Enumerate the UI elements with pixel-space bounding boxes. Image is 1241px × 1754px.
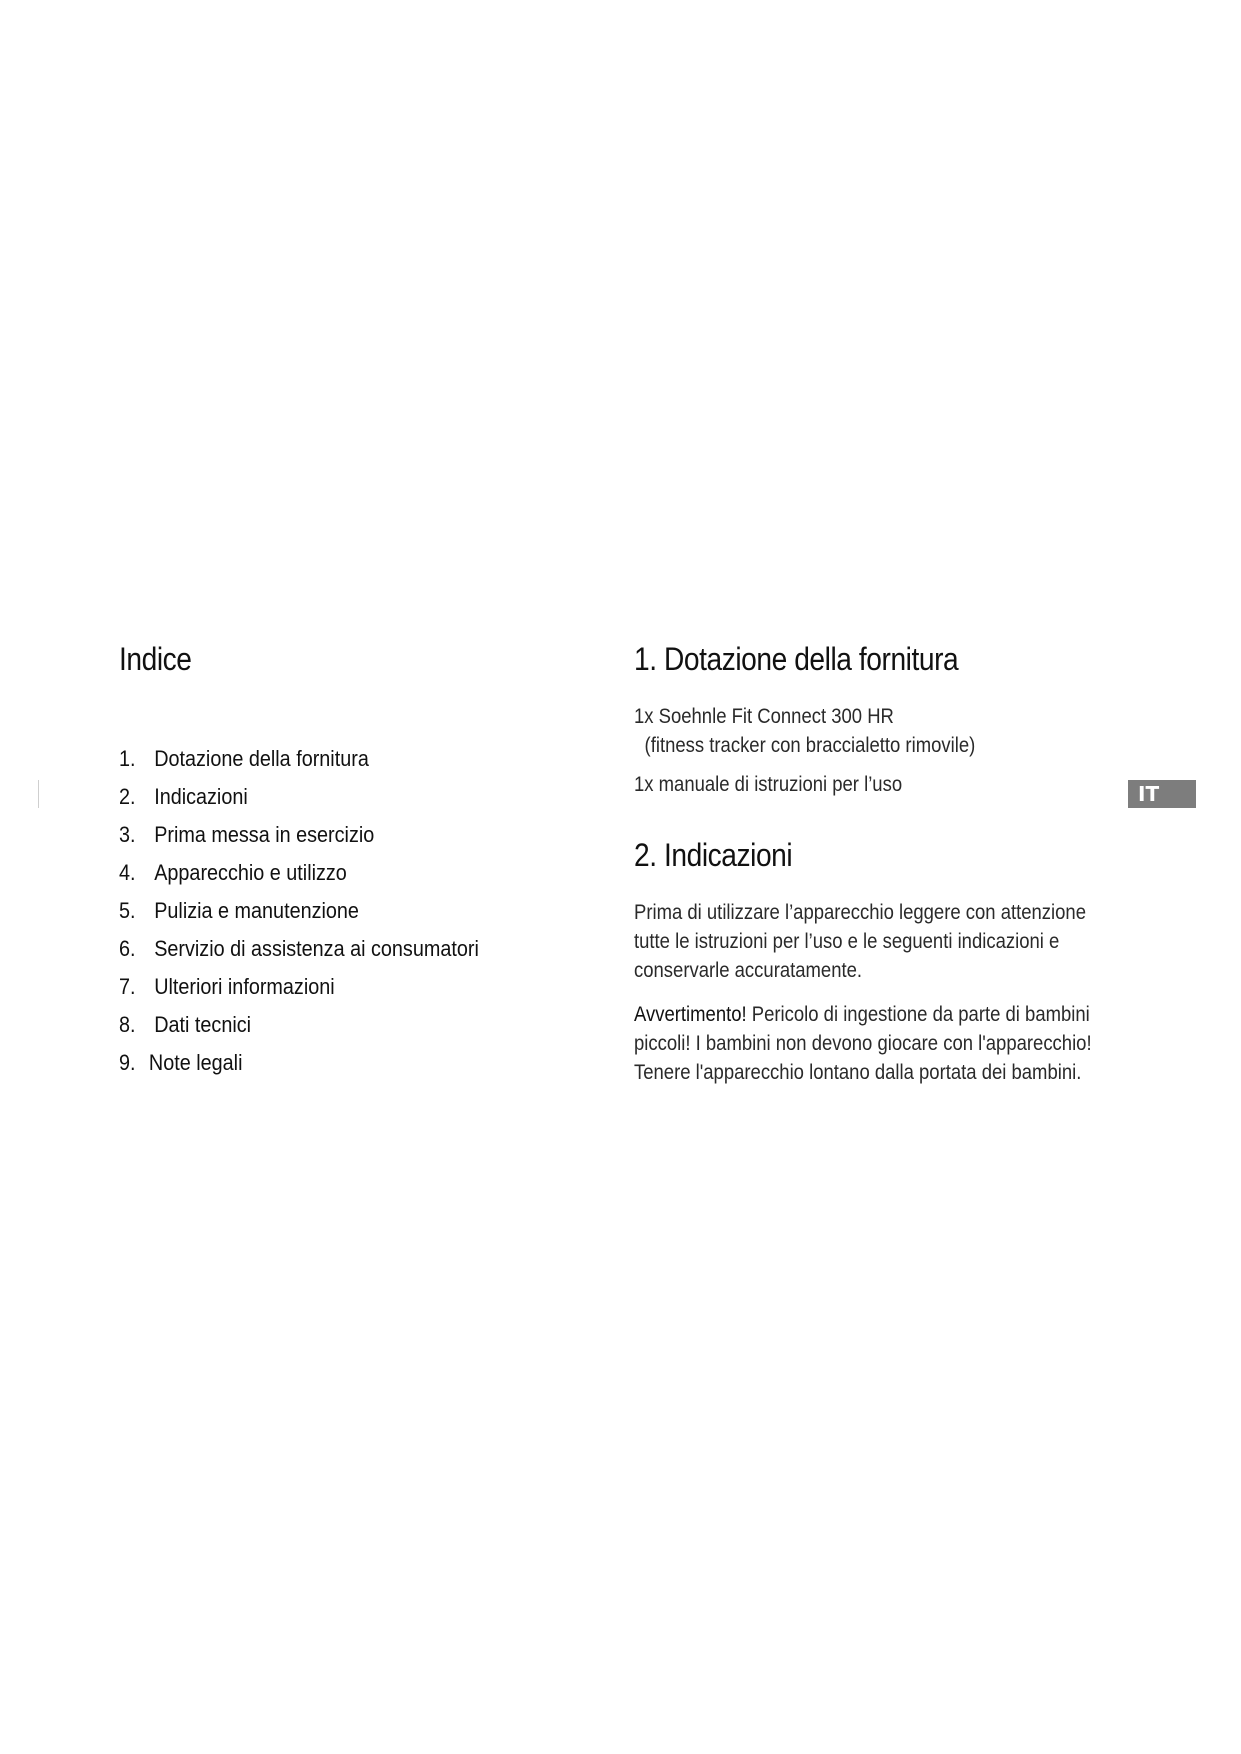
toc-item-number: 3. [119, 822, 136, 847]
table-of-contents [119, 640, 559, 1075]
toc-item[interactable] [119, 898, 479, 936]
supply-item-note: (fitness tracker con braccialetto rimovile) [644, 734, 976, 757]
section-2-heading [634, 836, 814, 874]
toc-item[interactable] [119, 860, 479, 898]
toc-item-number: 4. [119, 860, 136, 885]
toc-item-number: 1. [119, 746, 136, 771]
paragraph-line: Prima di utilizzare l’apparecchio leggere con attenzione [634, 901, 1086, 924]
warning-label: Avvertimento! [634, 1003, 747, 1026]
language-tab: IT [1128, 780, 1196, 808]
toc-item[interactable] [119, 784, 479, 822]
toc-item[interactable] [119, 974, 479, 1012]
paragraph-line: piccoli! I bambini non devono giocare con l'apparecchio! [634, 1032, 1092, 1055]
toc-item-number: 2. [119, 784, 136, 809]
toc-title: Indice [119, 641, 192, 677]
toc-item[interactable] [119, 746, 479, 784]
content-column [634, 640, 1134, 1084]
toc-item-label: Apparecchio e utilizzo [154, 860, 347, 885]
toc-list [119, 746, 528, 1088]
toc-item[interactable] [119, 1012, 479, 1050]
toc-item-label: Dati tecnici [154, 1012, 252, 1037]
paragraph-line [634, 1000, 1092, 1029]
toc-item-number: 7. [119, 974, 136, 999]
toc-item[interactable] [119, 822, 479, 860]
instructions-paragraph [634, 898, 1086, 985]
paragraph-line: Tenere l'apparecchio lontano dalla portata dei bambini. [634, 1061, 1082, 1084]
paragraph-line: conservarle accuratamente. [634, 959, 863, 982]
section-2-title: 2. Indicazioni [634, 837, 793, 873]
paragraph-line: tutte le istruzioni per l’uso e le seguenti indicazioni e [634, 930, 1060, 953]
supply-item: 1x Soehnle Fit Connect 300 HR [634, 705, 894, 728]
supply-item: 1x manuale di istruzioni per l’uso [634, 773, 903, 796]
toc-item-number: 5. [119, 898, 136, 923]
toc-item-number: 9. [119, 1050, 136, 1075]
supply-list [634, 702, 975, 799]
toc-item-number: 8. [119, 1012, 136, 1037]
toc-item[interactable] [119, 1050, 479, 1088]
toc-item-label: Prima messa in esercizio [154, 822, 375, 847]
margin-mark [38, 780, 39, 808]
toc-item-number: 6. [119, 936, 136, 961]
toc-item-label: Dotazione della fornitura [154, 746, 369, 771]
toc-item[interactable] [119, 936, 479, 974]
toc-item-label: Note legali [148, 1050, 243, 1075]
warning-text: Pericolo di ingestione da parte di bambini [746, 1003, 1090, 1026]
section-1-title: 1. Dotazione della fornitura [634, 641, 959, 677]
toc-item-label: Ulteriori informazioni [154, 974, 335, 999]
toc-item-label: Pulizia e manutenzione [154, 898, 359, 923]
toc-item-label: Servizio di assistenza ai consumatori [154, 936, 479, 961]
toc-item-label: Indicazioni [154, 784, 248, 809]
warning-paragraph [634, 1000, 1092, 1087]
